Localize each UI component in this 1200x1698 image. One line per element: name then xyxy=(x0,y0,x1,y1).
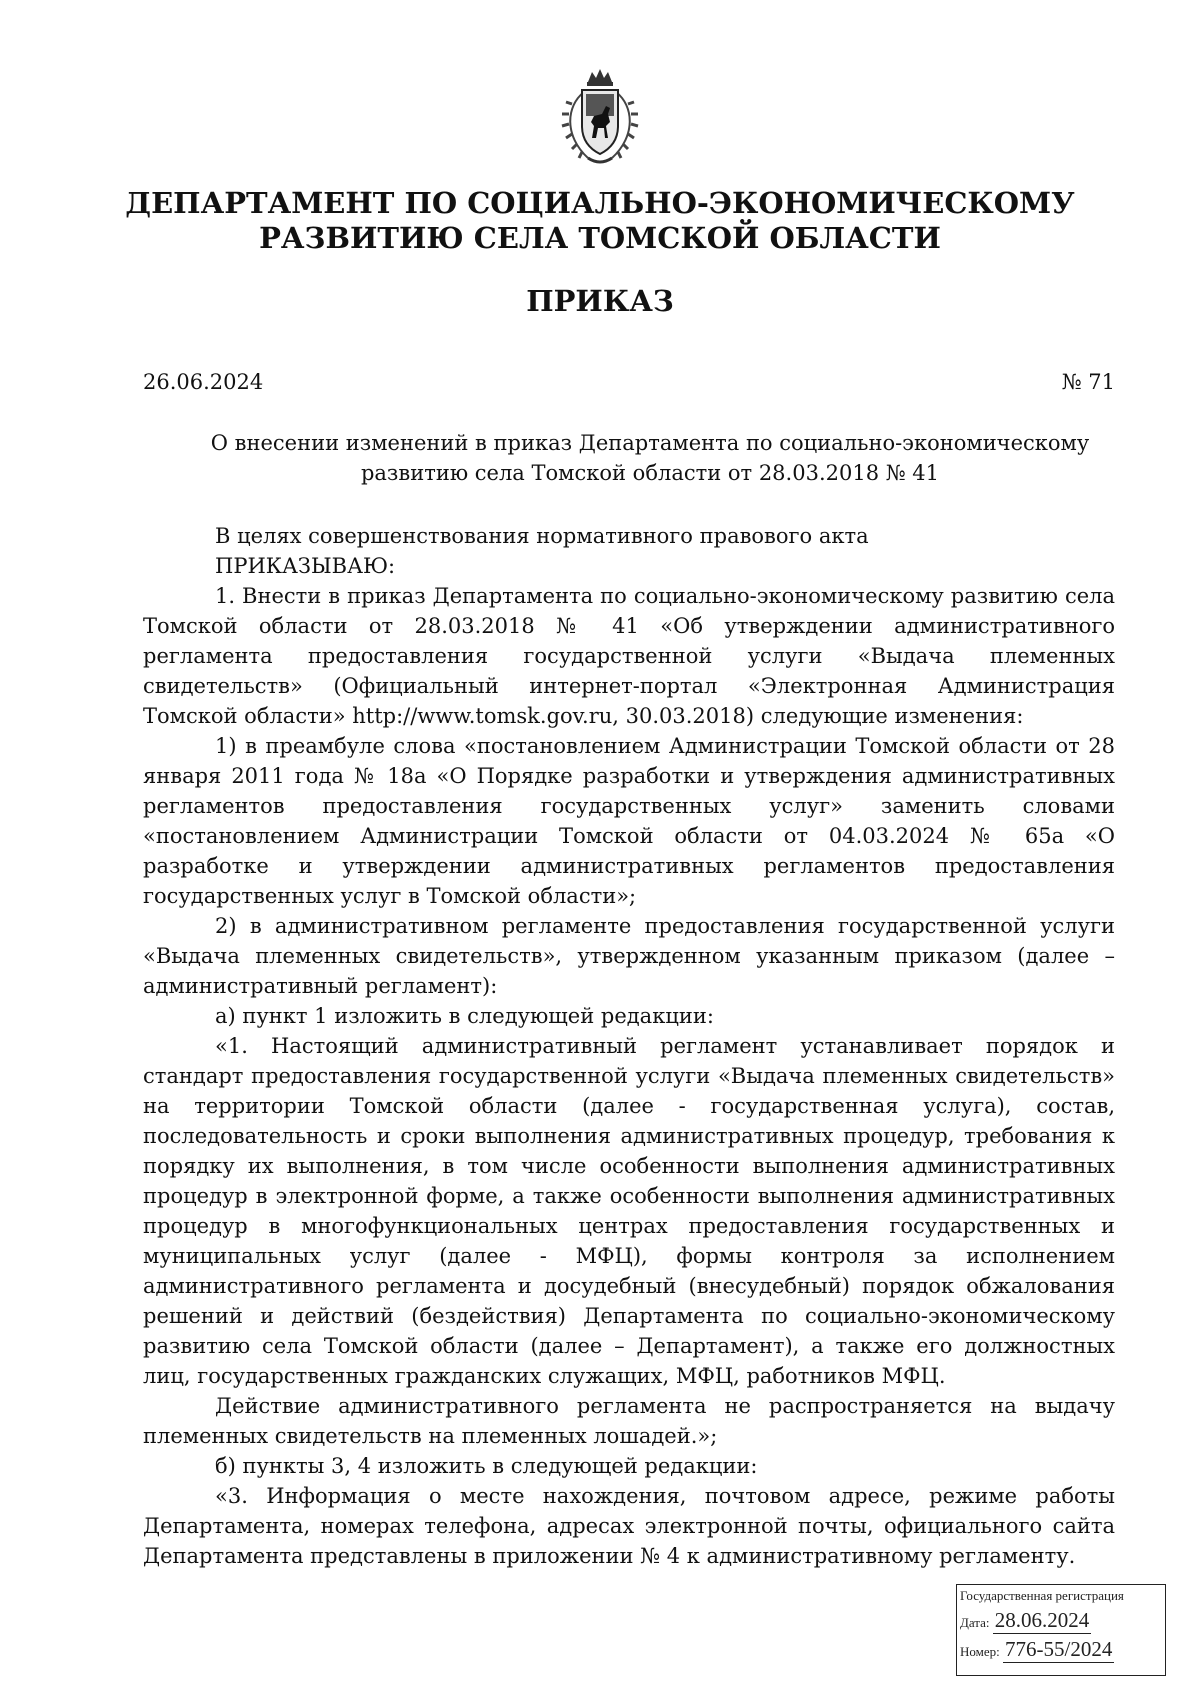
registration-title: Государственная регистрация xyxy=(960,1588,1124,1603)
paragraph: ПРИКАЗЫВАЮ: xyxy=(215,554,396,578)
registration-date-row xyxy=(960,1607,1162,1634)
document-date: 26.06.2024 xyxy=(143,370,264,394)
paragraph: 1) в преамбуле слова «постановлением Администрации Томской области от 28 января 2011 года № 18а «О Порядке разработки и утверждения административных регламентов предоставления государственных услуг» заменить словами «постановлением Администрации Томской области от 04.03.2024 № 65а «О разработке и утверждении административных регламентов предоставления государственных услуг в Томской области»; xyxy=(143,734,1115,908)
registration-date-value: 28.06.2024 xyxy=(994,1608,1090,1632)
registration-number-row xyxy=(960,1636,1162,1663)
document-body xyxy=(143,521,1115,1571)
registration-number-value: 776-55/2024 xyxy=(1005,1637,1113,1661)
paragraph: «3. Информация о месте нахождения, почтовом адресе, режиме работы Департамента, номерах телефона, адресах электронной почты, официального сайта Департамента представлены в приложении № 4 к административному регламенту. xyxy=(143,1484,1115,1568)
document-type: ПРИКАЗ xyxy=(526,284,674,318)
paragraph: 1. Внести в приказ Департамента по социально-экономическому развитию села Томской области от 28.03.2018 № 41 «Об утверждении административного регламента предоставления государственной услуги «Выдача племенных свидетельств» (Официальный интернет-портал «Электронная Администрация Томской области» http://www.tomsk.gov.ru, 30.03.2018) следующие изменения: xyxy=(143,584,1115,728)
paragraph: «1. Настоящий административный регламент устанавливает порядок и стандарт предоставления государственной услуги «Выдача племенных свидетельств» на территории Томской области (далее - государственная услуга), состав, последовательность и сроки выполнения административных процедур, требования к порядку их выполнения, в том числе особенности выполнения административных процедур в электронной форме, а также особенности выполнения административных процедур в многофункциональных центрах предоставления государственных и муниципальных услуг (далее - МФЦ), формы контроля за исполнением административного регламента и досудебный (внесудебный) порядок обжалования решений и действий (бездействия) Департамента по социально-экономическому развитию села Томской области (далее – Департамент), а также его должностных лиц, государственных гражданских служащих, МФЦ, работников МФЦ. xyxy=(143,1034,1115,1388)
registration-number-label: Номер: xyxy=(960,1644,1000,1659)
department-title: ДЕПАРТАМЕНТ ПО СОЦИАЛЬНО-ЭКОНОМИЧЕСКОМУ РАЗВИТИЮ СЕЛА ТОМСКОЙ ОБЛАСТИ xyxy=(125,186,1075,255)
paragraph: В целях совершенствования нормативного правового акта xyxy=(215,524,869,548)
paragraph: б) пункты 3, 4 изложить в следующей редакции: xyxy=(215,1454,758,1478)
document-number: № 71 xyxy=(1061,370,1115,394)
paragraph: а) пункт 1 изложить в следующей редакции: xyxy=(215,1004,714,1028)
paragraph: Действие административного регламента не распространяется на выдачу племенных свидетельств на племенных лошадей.»; xyxy=(143,1394,1115,1448)
coat-of-arms-icon xyxy=(558,66,642,170)
document-subject: О внесении изменений в приказ Департамента по социально-экономическому развитию села Томской области от 28.03.2018 № 41 xyxy=(210,431,1090,485)
paragraph: 2) в административном регламенте предоставления государственной услуги «Выдача племенных свидетельств», утвержденном указанным приказом (далее – административный регламент): xyxy=(143,914,1115,998)
registration-stamp xyxy=(956,1584,1166,1676)
registration-date-label: Дата: xyxy=(960,1615,990,1630)
